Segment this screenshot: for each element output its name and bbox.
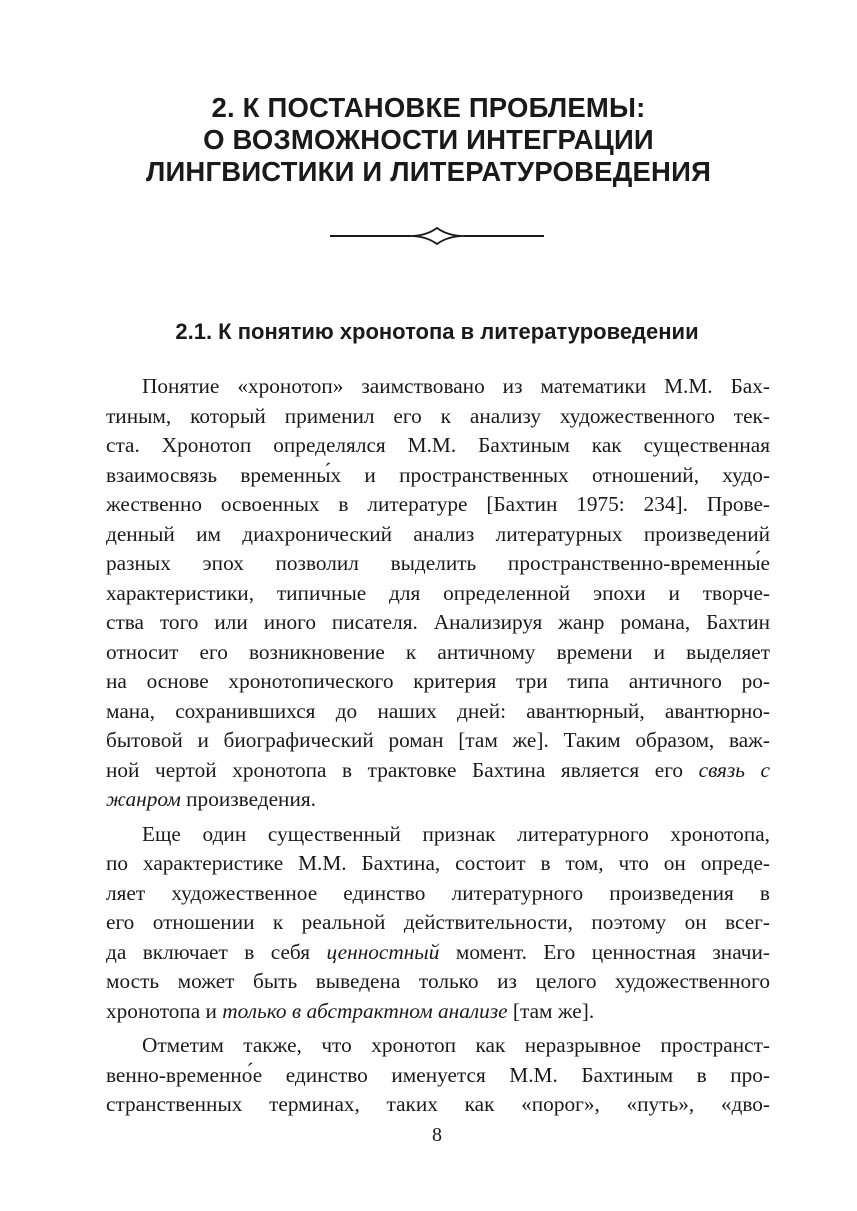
text-segment: характеристики, типичные для определенной эпохи и творче- [106,580,770,605]
italic-text: связь с [698,757,770,782]
text-line [106,938,770,968]
text-line [106,849,770,879]
text-segment: [там же]. [507,998,595,1023]
text-segment: денный им диахронический анализ литературных произведений [106,521,770,546]
italic-text: ценностный [326,939,440,964]
text-line [106,726,770,756]
italic-text: только в абстрактном анализе [222,998,508,1023]
paragraph [106,372,770,815]
text-line [106,997,770,1027]
text-line [106,638,770,668]
chapter-title [0,92,857,188]
text-line [106,520,770,550]
italic-text: жанром [106,787,181,811]
text-segment: тиным, который применил его к анализу художественного тек- [106,403,770,428]
text-segment: ной чертой хронотопа в трактовке Бахтина является его [106,757,699,782]
text-segment: мана, сохранившихся до наших дней: авантюрный, авантюрно- [106,698,770,723]
paragraph [106,1031,770,1120]
text-segment: взаимосвязь временны́х и пространственных отношений, худо- [106,462,770,487]
text-line [106,785,770,815]
text-line [106,967,770,997]
page-number: 8 [432,1124,442,1146]
text-line [106,461,770,491]
text-line [106,608,770,638]
text-segment: момент. Его ценностная значи- [439,939,770,964]
text-segment: ста. Хронотоп определялся М.М. Бахтиным как существенная [106,433,770,457]
text-segment: ства того или иного писателя. Анализируя жанр романа, Бахтин [106,610,770,634]
chapter-title-line: О ВОЗМОЖНОСТИ ИНТЕГРАЦИИ [203,124,654,155]
text-segment: по характеристике М.М. Бахтина, состоит в том, что он опреде- [106,851,770,875]
text-segment: Понятие «хронотоп» заимствовано из математики М.М. Бах- [142,374,770,398]
text-segment: относит его возникновение к античному времени и выделяет [106,639,770,664]
text-line [106,667,770,697]
text-line [106,697,770,727]
text-line [106,879,770,909]
text-line [106,549,770,579]
chapter-title-line: 2. К ПОСТАНОВКЕ ПРОБЛЕМЫ: [211,92,646,123]
text-line [106,402,770,432]
text-segment: мость может быть выведена только из целого художественного [106,969,770,993]
text-segment: да включает в себя [106,939,327,964]
text-segment: бытовой и биографический роман [там же]. Таким образом, важ- [106,728,770,752]
text-line [106,372,770,402]
body-text [106,372,770,1125]
text-line [106,820,770,850]
text-segment: его отношении к реальной действительности, поэтому он всег- [106,910,770,934]
text-segment: Отметим также, что хронотоп как неразрывное пространст- [142,1033,770,1057]
text-segment: венно-временно́е единство именуется М.М. Бахтиным в про- [106,1062,770,1087]
text-segment: жественно освоенных в литературе [Бахтин 1975: 234]. Прове- [106,492,770,516]
text-line [106,579,770,609]
text-line [106,908,770,938]
text-segment: разных эпох позволил выделить пространственно-временны́е [106,551,770,575]
text-segment: странственных терминах, таких как «порог», «путь», «дво- [106,1092,770,1116]
text-line [106,1031,770,1061]
chapter-title-line: ЛИНГВИСТИКИ И ЛИТЕРАТУРОВЕДЕНИЯ [145,156,712,187]
text-line [106,1061,770,1091]
text-segment: на основе хронотопического критерия три типа античного ро- [106,669,770,693]
text-line [106,431,770,461]
paragraph [106,820,770,1027]
section-title: 2.1. К понятию хронотопа в литературоведении [175,319,699,344]
text-segment: хронотопа и [106,998,223,1023]
text-line [106,756,770,786]
text-segment: ляет художественное единство литературного произведения в [106,880,770,905]
text-segment: Еще один существенный признак литературного хронотопа, [142,821,770,846]
text-line [106,490,770,520]
text-line [106,1090,770,1120]
text-segment: произведения. [180,787,316,811]
diamond-rule-ornament-icon [330,225,544,247]
